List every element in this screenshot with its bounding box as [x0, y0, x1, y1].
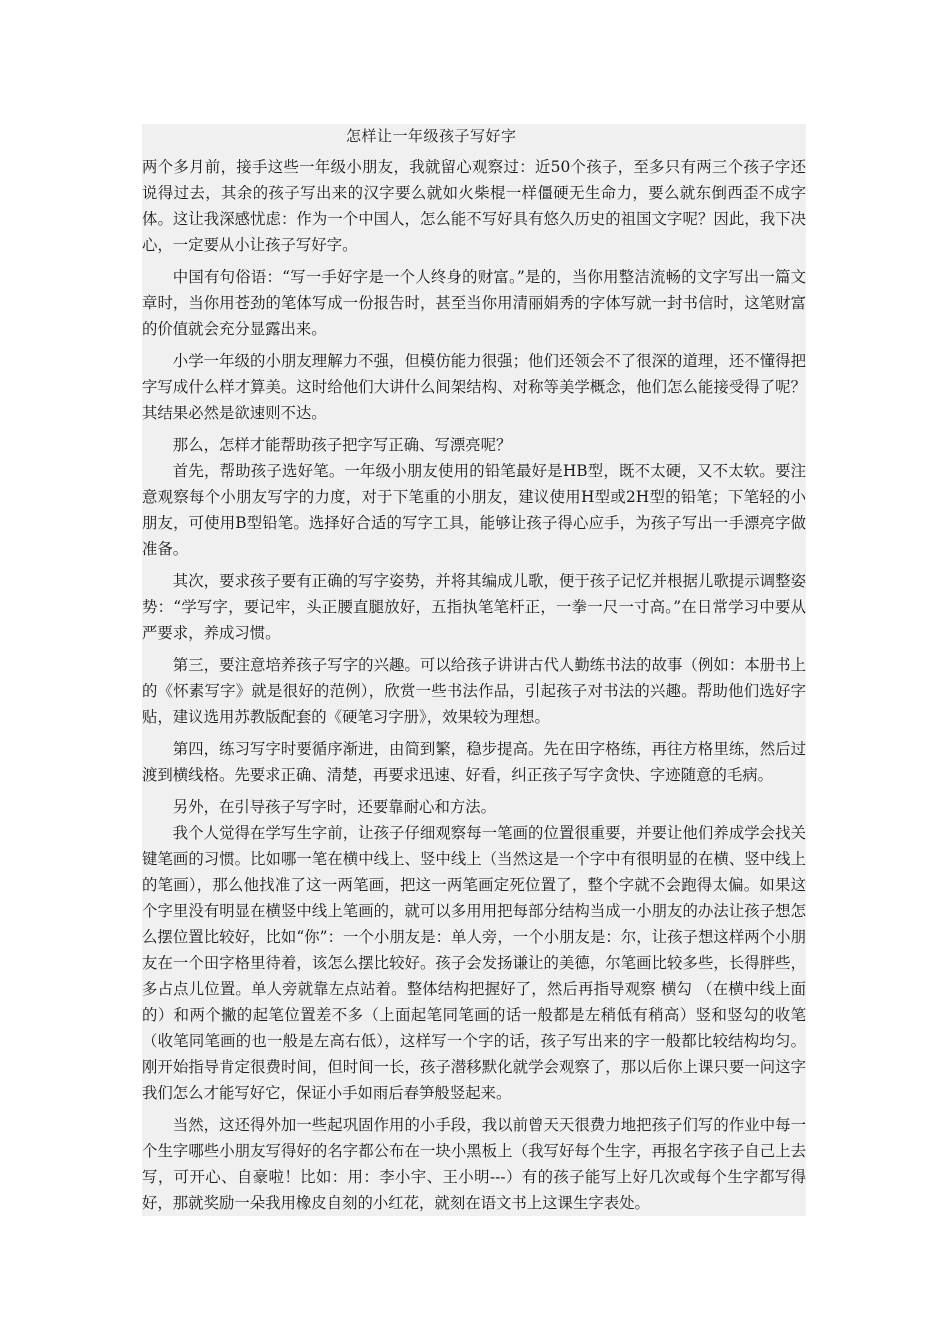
paragraph-9: 另外，在引导孩子写字时，还要靠耐心和方法。 — [172, 798, 497, 816]
paragraph-2: 中国有句俗语：“写一手好字是一个人终身的财富。”是的，当你用整洁流畅的文字写出一篇文章时，当你用苍劲的笔体写成一份报告时，甚至当你用清丽娟秀的字体写就一封书信时，这笔财富的价值就会充分显露出来。 — [142, 268, 806, 338]
paragraph-11: 当然，这还得外加一些起巩固作用的小手段，我以前曾天天很费力地把孩子们写的作业中每一个生字哪些小朋友写得好的名字都公布在一块小黑板上（我写好每个生字，再报名字孩子自己上去写，可开心、自豪啦！比如：用：李小宇、王小明---）有的孩子能写上好几次或每个生字都写得好，那就奖励一朵我用橡皮自刻的小红花，就刻在语文书上这课生字表处。 — [142, 1116, 806, 1212]
paragraph-10: 我个人觉得在学写生字前，让孩子仔细观察每一笔画的位置很重要，并要让他们养成学会找关键笔画的习惯。比如哪一笔在横中线上、竖中线上（当然这是一个字中有很明显的在横、竖中线上的笔画），那么他找准了这一两笔画，把这一两笔画定死位置了，整个字就不会跑得太偏。如果这个字里没有明显在横竖中线上笔画的，就可以多用用把每部分结构当成一小朋友的办法让孩子想怎么摆位置比较好，比如“你”：一个小朋友是：单人旁，一个小朋友是：尔，让孩子想这样两个小朋友在一个田字格里待着，该怎么摆比较好。孩子会发扬谦让的美德，尔笔画比较多些，长得胖些，多占点儿位置。单人旁就靠左点站着。整体结构把握好了，然后再指导观察 横勾 （在横中线上面的）和两个撇的起笔位置差不多（上面起笔同笔画的话一般都是左稍低有稍高）竖和竖勾的收笔（收笔同笔画的也一般是左高右低），这样写一个字的话，孩子写出来的字一般都比较结构均匀。刚开始指导肯定很费时间，但时间一长，孩子潜移默化就学会观察了，那以后你上课只要一问这字我们怎么才能写好它，保证小手如雨后春笋般竖起来。 — [142, 824, 806, 1102]
paragraph-3: 小学一年级的小朋友理解力不强，但模仿能力很强；他们还领会不了很深的道理，还不懂得把字写成什么样才算美。这时给他们大讲什么间架结构、对称等美学概念，他们怎么能接受得了呢？其结果必然是欲速则不达。 — [142, 352, 806, 422]
paragraph-1: 两个多月前，接手这些一年级小朋友，我就留心观察过：近50个孩子，至多只有两三个孩子字还说得过去，其余的孩子写出来的汉字要么就如火柴棍一样僵硬无生命力，要么就东倒西歪不成字体。这让我深感忧虑：作为一个中国人，怎么能不写好具有悠久历史的祖国文字呢？因此，我下决心，一定要从小让孩子写好字。 — [142, 158, 806, 254]
document-title: 怎样让一年级孩子写好字 — [346, 127, 517, 145]
paragraph-4: 那么，怎样才能帮助孩子把字写正确、写漂亮呢？ — [172, 436, 512, 454]
paragraph-8: 第四，练习写字时要循序渐进，由简到繁，稳步提高。先在田字格练，再往方格里练，然后过渡到横线格。先要求正确、清楚，再要求迅速、好看，纠正孩子写字贪快、字迹随意的毛病。 — [142, 740, 806, 784]
paragraph-5: 首先，帮助孩子选好笔。一年级小朋友使用的铅笔最好是HB型，既不太硬，又不太软。要注意观察每个小朋友写字的力度，对于下笔重的小朋友，建议使用H型或2H型的铅笔；下笔轻的小朋友，可使用B型铅笔。选择好合适的写字工具，能够让孩子得心应手，为孩子写出一手漂亮字做准备。 — [142, 462, 806, 558]
document-page — [142, 124, 806, 1216]
paragraph-6: 其次，要求孩子要有正确的写字姿势，并将其编成儿歌，便于孩子记忆并根据儿歌提示调整姿势：“学写字，要记牢，头正腰直腿放好，五指执笔笔杆正，一拳一尺一寸高。”在日常学习中要从严要求，养成习惯。 — [142, 572, 806, 642]
paragraph-7: 第三，要注意培养孩子写字的兴趣。可以给孩子讲讲古代人勤练书法的故事（例如：本册书上的《怀素写字》就是很好的范例），欣赏一些书法作品，引起孩子对书法的兴趣。帮助他们选好字贴，建议选用苏教版配套的《硬笔习字册》，效果较为理想。 — [142, 656, 806, 726]
